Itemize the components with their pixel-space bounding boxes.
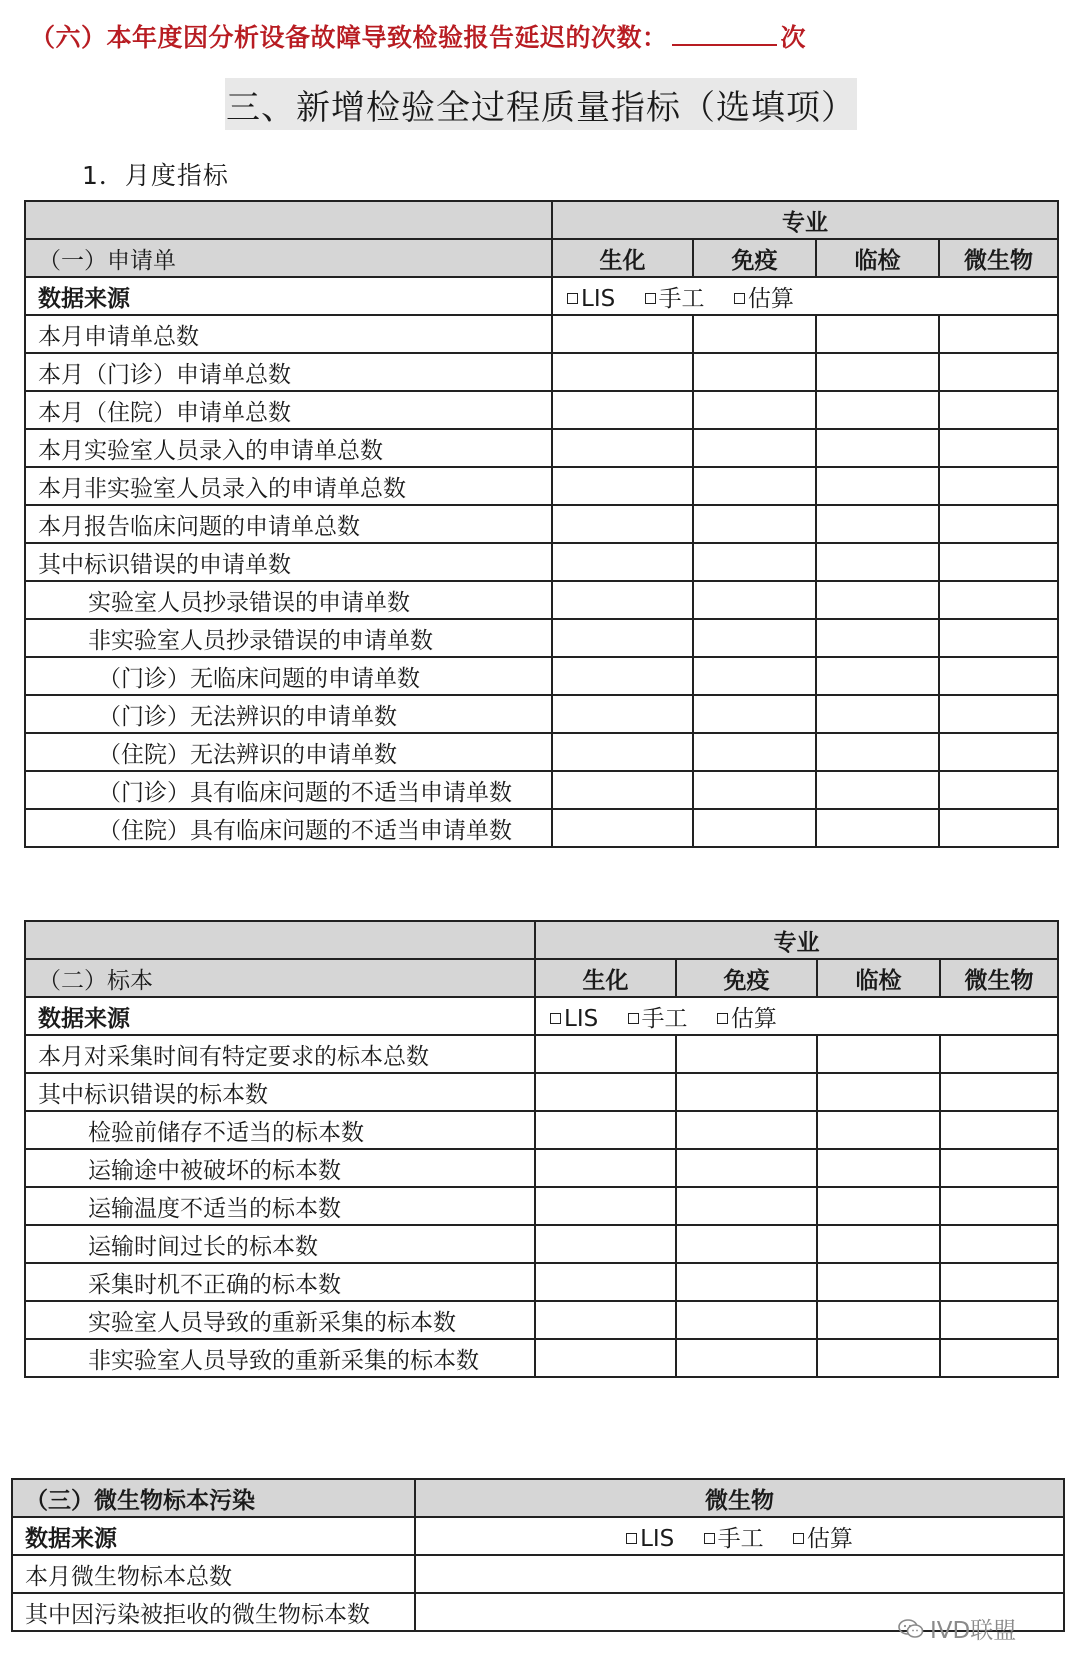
input-cell[interactable] (940, 1187, 1058, 1225)
input-cell[interactable] (676, 1149, 817, 1187)
row-label: 本月申请单总数 (25, 315, 552, 353)
input-cell[interactable] (940, 1111, 1058, 1149)
input-cell[interactable] (693, 429, 816, 467)
row-label: （住院）具有临床问题的不适当申请单数 (25, 809, 552, 847)
col-immuno: 免疫 (676, 959, 817, 997)
input-cell[interactable] (552, 467, 693, 505)
delay-count-blank[interactable] (672, 22, 777, 46)
input-cell[interactable] (552, 695, 693, 733)
input-cell[interactable] (940, 1225, 1058, 1263)
input-cell[interactable] (939, 695, 1058, 733)
col-clinical: 临检 (816, 239, 939, 277)
table-row (25, 1111, 1058, 1149)
input-cell[interactable] (816, 771, 939, 809)
input-cell[interactable] (693, 695, 816, 733)
row-label: 本月（门诊）申请单总数 (25, 353, 552, 391)
input-cell[interactable] (552, 733, 693, 771)
input-cell[interactable] (939, 809, 1058, 847)
row-label: 实验室人员导致的重新采集的标本数 (25, 1301, 535, 1339)
input-cell[interactable] (552, 543, 693, 581)
table3-title: （三）微生物标本污染 (12, 1479, 415, 1517)
row-label: 本月实验室人员录入的申请单总数 (25, 429, 552, 467)
input-cell[interactable] (817, 1073, 940, 1111)
row-label: 本月非实验室人员录入的申请单总数 (25, 467, 552, 505)
table-row (25, 695, 1058, 733)
table1-title: （一）申请单 (25, 239, 552, 277)
checkbox-icon[interactable] (793, 1533, 804, 1544)
table-row (25, 1187, 1058, 1225)
input-cell[interactable] (676, 1263, 817, 1301)
input-cell[interactable] (817, 1149, 940, 1187)
input-cell[interactable] (816, 543, 939, 581)
source-option-estimate[interactable]: 估算 (734, 286, 794, 312)
source-option-lis[interactable]: LIS (550, 1006, 598, 1032)
input-cell[interactable] (535, 1263, 676, 1301)
row-label: （门诊）无法辨识的申请单数 (25, 695, 552, 733)
input-cell[interactable] (816, 809, 939, 847)
col-clinical: 临检 (817, 959, 940, 997)
row-label: 本月报告临床问题的申请单总数 (25, 505, 552, 543)
table-row (25, 1301, 1058, 1339)
row-label: 运输温度不适当的标本数 (25, 1187, 535, 1225)
data-source-label: 数据来源 (25, 997, 535, 1035)
source-option-lis[interactable]: LIS (567, 286, 615, 312)
table-row (25, 429, 1058, 467)
delay-count-suffix: 次 (780, 23, 807, 52)
row-label: 运输途中被破坏的标本数 (25, 1149, 535, 1187)
input-cell[interactable] (535, 1301, 676, 1339)
input-cell[interactable] (939, 353, 1058, 391)
input-cell[interactable] (939, 581, 1058, 619)
input-cell[interactable] (552, 429, 693, 467)
table-row (25, 771, 1058, 809)
row-label: 非实验室人员抄录错误的申请单数 (25, 619, 552, 657)
input-cell[interactable] (693, 809, 816, 847)
input-cell[interactable] (816, 429, 939, 467)
input-cell[interactable] (552, 619, 693, 657)
data-source-options (535, 997, 1058, 1035)
col-immuno: 免疫 (693, 239, 816, 277)
data-source-label: 数据来源 (25, 277, 552, 315)
input-cell[interactable] (535, 1149, 676, 1187)
input-cell[interactable] (939, 771, 1058, 809)
input-cell[interactable] (939, 505, 1058, 543)
data-source-options (415, 1517, 1064, 1555)
input-cell[interactable] (816, 315, 939, 353)
table-row (25, 1339, 1058, 1377)
input-cell[interactable] (816, 695, 939, 733)
input-cell[interactable] (940, 1263, 1058, 1301)
table-row (25, 353, 1058, 391)
table-row (25, 619, 1058, 657)
input-cell[interactable] (940, 1149, 1058, 1187)
input-cell[interactable] (693, 619, 816, 657)
input-cell[interactable] (817, 1187, 940, 1225)
input-cell[interactable] (552, 809, 693, 847)
input-cell[interactable] (693, 581, 816, 619)
row-label: 其中因污染被拒收的微生物标本数 (12, 1593, 415, 1631)
col-micro: 微生物 (415, 1479, 1064, 1517)
table-row (25, 1149, 1058, 1187)
input-cell[interactable] (535, 1111, 676, 1149)
input-cell[interactable] (816, 657, 939, 695)
input-cell[interactable] (676, 1187, 817, 1225)
row-label: （门诊）具有临床问题的不适当申请单数 (25, 771, 552, 809)
checkbox-icon[interactable] (626, 1533, 637, 1544)
specimen-table (24, 920, 1059, 1378)
input-cell[interactable] (552, 581, 693, 619)
checkbox-icon[interactable] (550, 1013, 561, 1024)
input-cell[interactable] (817, 1263, 940, 1301)
col-biochem: 生化 (552, 239, 693, 277)
input-cell[interactable] (693, 657, 816, 695)
input-cell[interactable] (693, 505, 816, 543)
watermark-text: IVD联盟 (930, 1618, 1017, 1644)
input-cell[interactable] (535, 1187, 676, 1225)
checkbox-icon[interactable] (567, 293, 578, 304)
table-row (25, 1035, 1058, 1073)
input-cell[interactable] (693, 391, 816, 429)
row-label: 检验前储存不适当的标本数 (25, 1111, 535, 1149)
input-cell[interactable] (693, 771, 816, 809)
table-row (25, 1225, 1058, 1263)
profession-header: 专业 (535, 921, 1058, 959)
watermark (898, 1612, 1016, 1645)
input-cell[interactable] (552, 505, 693, 543)
input-cell[interactable] (535, 1225, 676, 1263)
input-cell[interactable] (816, 505, 939, 543)
input-cell[interactable] (693, 467, 816, 505)
delay-count-question (30, 18, 806, 54)
input-cell[interactable] (939, 467, 1058, 505)
table-row (25, 733, 1058, 771)
table-row (12, 1555, 1064, 1593)
input-cell[interactable] (940, 1301, 1058, 1339)
input-cell[interactable] (816, 619, 939, 657)
row-label: 运输时间过长的标本数 (25, 1225, 535, 1263)
row-label: 其中标识错误的申请单数 (25, 543, 552, 581)
section-title: 三、新增检验全过程质量指标（选填项） (225, 78, 857, 130)
row-label: 本月（住院）申请单总数 (25, 391, 552, 429)
table-row (25, 1263, 1058, 1301)
sub-title: 1．月度指标 (82, 161, 229, 190)
input-cell[interactable] (816, 353, 939, 391)
row-label: 采集时机不正确的标本数 (25, 1263, 535, 1301)
input-cell[interactable] (676, 1225, 817, 1263)
row-label: （门诊）无临床问题的申请单数 (25, 657, 552, 695)
source-option-lis[interactable]: LIS (626, 1526, 674, 1552)
table-row (25, 1073, 1058, 1111)
data-source-label: 数据来源 (12, 1517, 415, 1555)
profession-header: 专业 (552, 201, 1058, 239)
input-cell[interactable] (817, 1035, 940, 1073)
input-cell[interactable] (817, 1111, 940, 1149)
input-cell[interactable] (535, 1073, 676, 1111)
input-cell[interactable] (940, 1339, 1058, 1377)
input-cell[interactable] (552, 315, 693, 353)
col-micro: 微生物 (939, 239, 1058, 277)
input-cell[interactable] (552, 353, 693, 391)
input-cell[interactable] (939, 391, 1058, 429)
micro-contamination-table (11, 1478, 1065, 1632)
table-row (25, 809, 1058, 847)
source-option-estimate[interactable]: 估算 (793, 1526, 853, 1552)
input-cell[interactable] (693, 315, 816, 353)
table-row (25, 543, 1058, 581)
data-source-options (552, 277, 1058, 315)
table-row (25, 467, 1058, 505)
input-cell[interactable] (693, 353, 816, 391)
input-cell[interactable] (535, 1339, 676, 1377)
input-cell[interactable] (939, 429, 1058, 467)
input-cell[interactable] (939, 657, 1058, 695)
row-label: 其中标识错误的标本数 (25, 1073, 535, 1111)
input-cell[interactable] (816, 467, 939, 505)
col-micro: 微生物 (940, 959, 1058, 997)
input-cell[interactable] (552, 391, 693, 429)
input-cell[interactable] (817, 1339, 940, 1377)
input-cell[interactable] (816, 581, 939, 619)
input-cell[interactable] (939, 619, 1058, 657)
row-label: 非实验室人员导致的重新采集的标本数 (25, 1339, 535, 1377)
input-cell[interactable] (676, 1073, 817, 1111)
table-row (25, 657, 1058, 695)
row-label: 本月对采集时间有特定要求的标本总数 (25, 1035, 535, 1073)
checkbox-icon[interactable] (628, 1013, 639, 1024)
input-cell[interactable] (816, 733, 939, 771)
checkbox-icon[interactable] (704, 1533, 715, 1544)
input-cell[interactable] (817, 1225, 940, 1263)
row-label: 实验室人员抄录错误的申请单数 (25, 581, 552, 619)
table-row (25, 391, 1058, 429)
input-cell[interactable] (415, 1555, 1064, 1593)
checkbox-icon[interactable] (645, 293, 656, 304)
input-cell[interactable] (676, 1339, 817, 1377)
checkbox-icon[interactable] (717, 1013, 728, 1024)
row-label: 本月微生物标本总数 (12, 1555, 415, 1593)
input-cell[interactable] (816, 391, 939, 429)
table-row (25, 581, 1058, 619)
input-cell[interactable] (676, 1111, 817, 1149)
checkbox-icon[interactable] (734, 293, 745, 304)
table2-title: （二）标本 (25, 959, 535, 997)
input-cell[interactable] (693, 543, 816, 581)
table-row (25, 315, 1058, 353)
input-cell[interactable] (676, 1301, 817, 1339)
input-cell[interactable] (940, 1035, 1058, 1073)
input-cell[interactable] (940, 1073, 1058, 1111)
input-cell[interactable] (552, 771, 693, 809)
source-option-manual[interactable]: 手工 (645, 286, 705, 312)
input-cell[interactable] (939, 733, 1058, 771)
delay-count-text: （六）本年度因分析设备故障导致检验报告延迟的次数： (30, 23, 668, 52)
source-option-manual[interactable]: 手工 (704, 1526, 764, 1552)
input-cell[interactable] (817, 1301, 940, 1339)
input-cell[interactable] (535, 1035, 676, 1073)
input-cell[interactable] (676, 1035, 817, 1073)
wechat-icon (898, 1619, 924, 1639)
input-cell[interactable] (693, 733, 816, 771)
table-row (25, 505, 1058, 543)
input-cell[interactable] (939, 543, 1058, 581)
input-cell[interactable] (552, 657, 693, 695)
input-cell[interactable] (939, 315, 1058, 353)
source-option-estimate[interactable]: 估算 (717, 1006, 777, 1032)
source-option-manual[interactable]: 手工 (628, 1006, 688, 1032)
request-form-table (24, 200, 1059, 848)
row-label: （住院）无法辨识的申请单数 (25, 733, 552, 771)
col-biochem: 生化 (535, 959, 676, 997)
